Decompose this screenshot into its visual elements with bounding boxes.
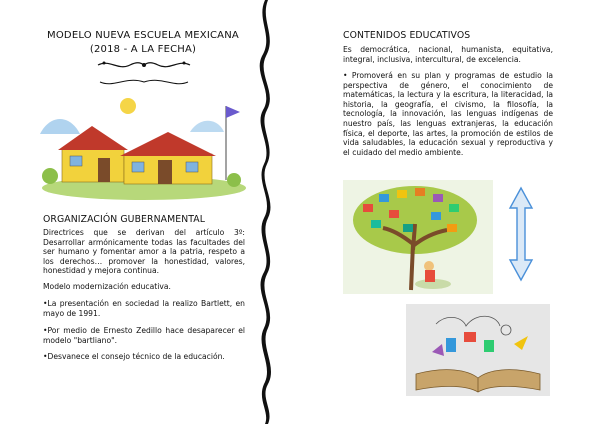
section-heading-contenidos: CONTENIDOS EDUCATIVOS [343,30,471,41]
double-arrow-icon [508,186,534,282]
paragraph-promovera: • Promoverá en su plan y programas de estudio la perspectiva de género, el conocimiento de matemáticas, la lectura y la escritura, la literacidad, la historia, la geografía, el civismo, la filosofía, la tecnología, la innovación, las lenguas indígenas de nuestro país, las lenguas extranjeras, la educación física, el deporte, las artes, la promoción de estilos de vida saludables, la educación sexual y reproductiva y el cuidado del medio ambiente. [343,71,553,157]
school-building-illustration [40,96,246,200]
section-heading-organizacion: ORGANIZACIÓN GUBERNAMENTAL [43,214,206,225]
bullet-bartlett: •La presentación en sociedad la realizo Bartlett, en mayo de 1991. [43,299,245,318]
ink-brush-divider [252,0,278,424]
swirl-flourish-icon [96,58,192,72]
book-tree-illustration [343,180,493,294]
paragraph-caracteristicas: Es democrática, nacional, humanista, equitativa, integral, inclusiva, intercultural, de excelencia. [343,45,553,64]
bullet-consejo: •Desvanece el consejo técnico de la educación. [43,352,225,361]
paragraph-modelo: Modelo modernización educativa. [43,282,171,291]
paragraph-directrices: Directrices que se derivan del artículo 3º: Desarrollar armónicamente todas las facultades del ser humano y fomentar amor a la patria, respeto a los derechos… promover la honestidad, valores, honestidad y mejora continua. [43,228,245,276]
bullet-zedillo: •Por medio de Ernesto Zedillo hace desaparecer el modelo "bartliano". [43,326,245,345]
page-title: MODELO NUEVA ESCUELA MEXICANA [47,30,239,41]
open-book-illustration [406,304,550,396]
page-subtitle: (2018 - A LA FECHA) [89,44,197,55]
swirl-flourish-icon [96,76,192,88]
